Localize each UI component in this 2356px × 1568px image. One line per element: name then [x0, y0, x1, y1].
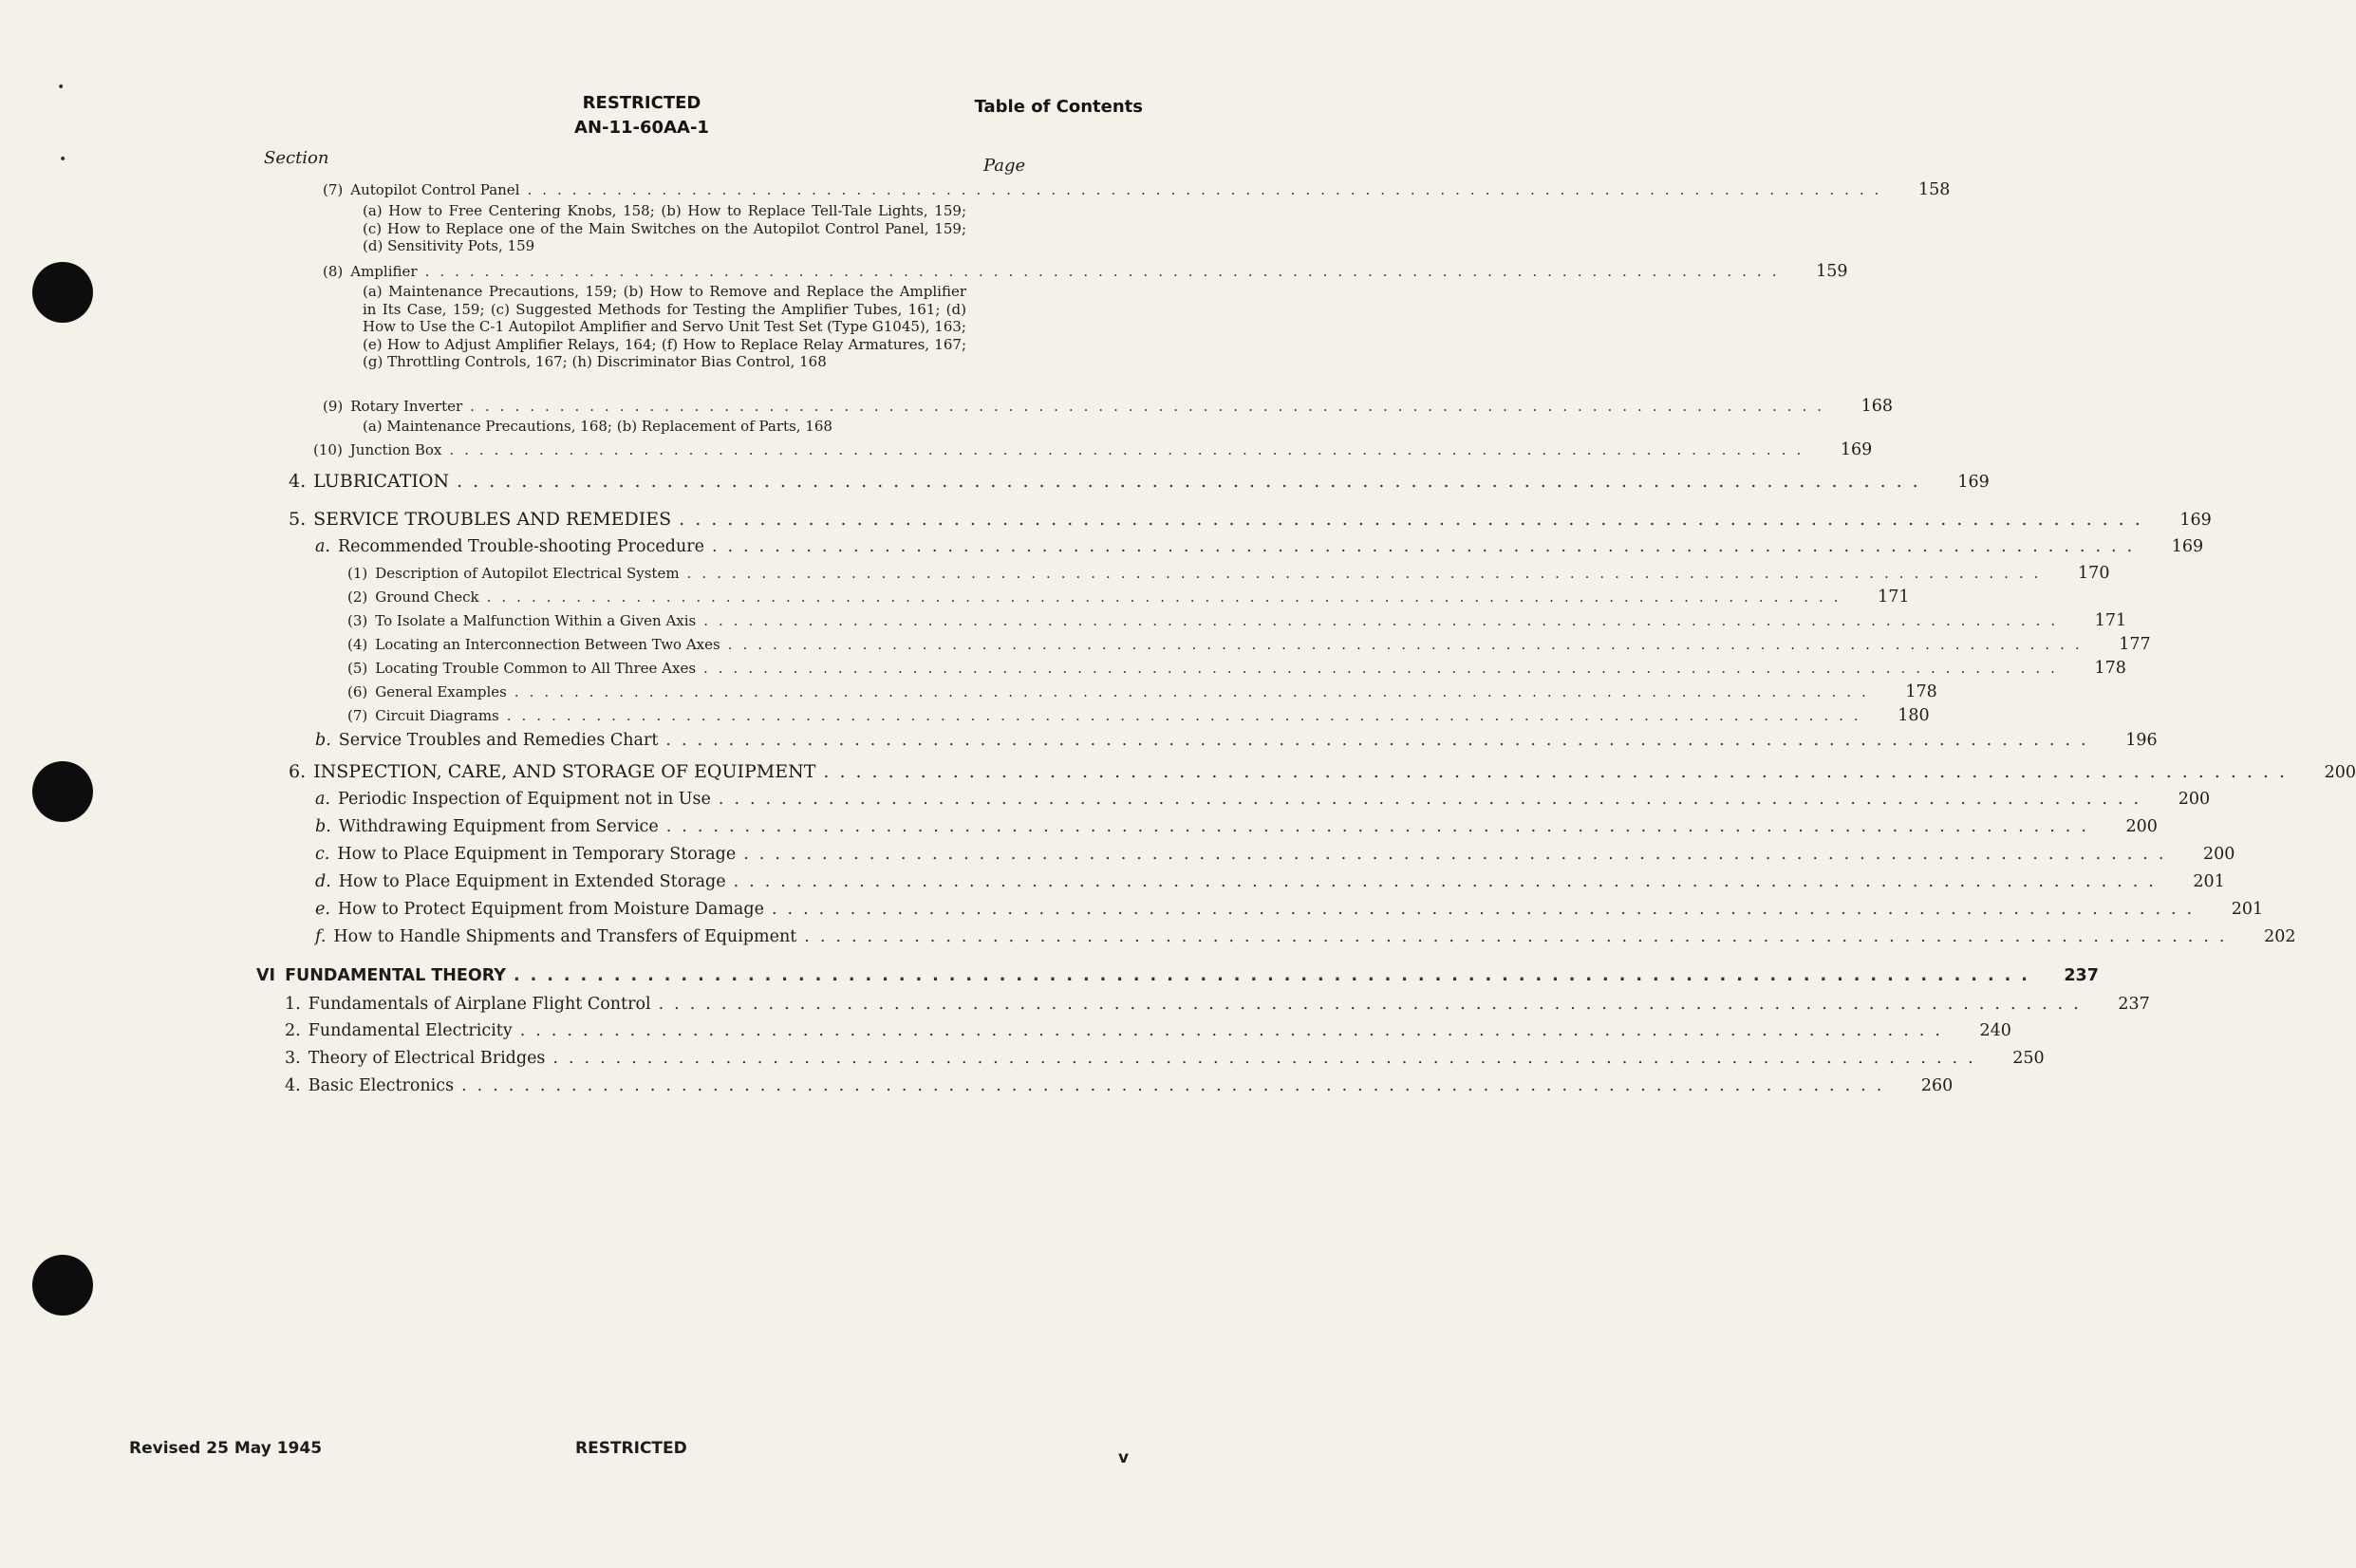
entry-number: (7) — [323, 181, 344, 198]
leader-dots: ........................................................................................... — [665, 817, 2097, 836]
entry-subtopics: (a) Maintenance Precautions, 159; (b) How to Remove and Replace the Amplifier in Its Case, 159; (c) Suggested Methods for Testing the Amplifier Tubes, 161; (d) How to Use the C-1 Autopilot Amplifier and Servo Unit Test Set (Type G1045), 163; (e) How to Adjust Amplifier Relays, 164; (f) How to Replace Relay Armatures, 167; (g) Throttling Controls, 167; (h) Discriminator Bias Control, 168 — [363, 283, 966, 370]
leader-dots: ........................................................................................... — [486, 588, 1849, 606]
toc-entry[interactable] — [323, 180, 1951, 199]
entry-number: (7) — [347, 707, 368, 724]
entry-number: 5. — [289, 509, 307, 530]
entry-subtopics: (a) Maintenance Precautions, 168; (b) Replacement of Parts, 168 — [363, 418, 832, 435]
toc-entry[interactable] — [285, 995, 2150, 1014]
toc-entry[interactable] — [289, 509, 2212, 530]
entry-title: Recommended Trouble-shooting Procedure — [338, 537, 704, 556]
leader-dots: ........................................................................................... — [727, 636, 2090, 653]
toc-entry[interactable] — [285, 1021, 2011, 1040]
entry-number: 4. — [289, 471, 307, 492]
entry-title: Autopilot Control Panel — [350, 181, 520, 198]
entry-page: 168 — [1860, 397, 1894, 416]
entry-page: 178 — [2094, 659, 2126, 678]
entry-number: (6) — [347, 683, 368, 700]
toc-entry[interactable] — [315, 927, 2296, 946]
section-page: 237 — [2064, 966, 2099, 985]
restricted-header: RESTRICTED — [582, 93, 701, 113]
entry-title: Basic Electronics — [308, 1076, 455, 1095]
entry-page: 171 — [2094, 611, 2127, 630]
table-of-contents-label: Table of Contents — [974, 97, 1143, 117]
entry-page: 202 — [2264, 927, 2296, 946]
entry-page: 169 — [2179, 511, 2212, 530]
entry-number: (4) — [347, 636, 368, 653]
leader-dots: ........................................................................................... — [718, 790, 2150, 809]
toc-entry[interactable] — [285, 1076, 1954, 1095]
entry-title: General Examples — [375, 683, 507, 700]
entry-title: Periodic Inspection of Equipment not in Use — [338, 790, 711, 809]
entry-page: 170 — [2078, 564, 2110, 583]
entry-page: 159 — [1816, 262, 1848, 281]
entry-title: How to Place Equipment in Extended Storage — [338, 872, 726, 891]
entry-title: Amplifier — [350, 263, 418, 280]
toc-entry[interactable] — [347, 564, 2110, 583]
entry-number: a. — [315, 537, 330, 556]
entry-number: 1. — [285, 995, 301, 1014]
toc-entry[interactable] — [315, 817, 2158, 836]
entry-title: Locating Trouble Common to All Three Axes — [375, 660, 697, 677]
toc-entry[interactable] — [315, 900, 2264, 919]
leader-dots: ........................................................................................... — [711, 537, 2143, 556]
entry-title: Service Troubles and Remedies Chart — [338, 731, 659, 750]
entry-title: How to Place Equipment in Temporary Storage — [337, 845, 737, 864]
entry-page: 200 — [2203, 845, 2235, 864]
entry-page: 169 — [2171, 537, 2204, 556]
leader-dots: ........................................................................................... — [703, 612, 2066, 629]
leader-dots: ........................................................................................... — [823, 761, 2296, 782]
entry-page: 169 — [1957, 473, 1990, 492]
entry-page: 180 — [1898, 706, 1930, 725]
entry-page: 201 — [2193, 872, 2225, 891]
entry-number: c. — [315, 845, 330, 864]
entry-number: 3. — [285, 1049, 301, 1068]
toc-entry[interactable] — [347, 635, 2151, 654]
entry-page: 196 — [2125, 731, 2158, 750]
leader-dots: ........................................................................................... — [686, 565, 2049, 582]
entry-title: Ground Check — [375, 588, 479, 606]
scan-speck: • — [57, 80, 65, 95]
page-number: v — [1118, 1448, 1130, 1467]
entry-number: (8) — [323, 263, 344, 280]
entry-number: e. — [315, 900, 330, 919]
leader-dots: ........................................................................................... — [514, 683, 1877, 700]
entry-title: Description of Autopilot Electrical System — [375, 565, 680, 582]
entry-title: SERVICE TROUBLES AND REMEDIES — [313, 509, 672, 530]
toc-entry[interactable] — [347, 611, 2127, 630]
toc-entry[interactable] — [323, 397, 1894, 416]
entry-number: (1) — [347, 565, 368, 582]
entry-page: 250 — [2012, 1049, 2045, 1068]
page-column-label: Page — [983, 156, 1026, 176]
entry-title: Locating an Interconnection Between Two Axes — [375, 636, 720, 653]
entry-title: To Isolate a Malfunction Within a Given Axis — [375, 612, 697, 629]
entry-title: Junction Box — [349, 441, 442, 458]
entry-number: b. — [315, 731, 331, 750]
leader-dots: ........................................................................................... — [743, 845, 2175, 864]
toc-entry[interactable] — [315, 790, 2211, 809]
section-column-label: Section — [264, 148, 329, 168]
leader-dots: ........................................................................................... — [703, 660, 2066, 677]
toc-entry[interactable] — [347, 588, 1910, 607]
entry-title: INSPECTION, CARE, AND STORAGE OF EQUIPMENT — [313, 761, 816, 782]
entry-number: (2) — [347, 588, 368, 606]
entry-number: b. — [315, 817, 331, 836]
leader-dots: ........................................................................................... — [424, 263, 1787, 280]
entry-number: a. — [315, 790, 330, 809]
toc-entry[interactable] — [323, 262, 1848, 281]
binder-hole-middle — [32, 761, 93, 822]
entry-page: 169 — [1840, 440, 1873, 459]
leader-dots: ........................................................................................... — [552, 1049, 1984, 1068]
entry-number: (10) — [313, 441, 343, 458]
binder-hole-top — [32, 262, 93, 323]
toc-entry[interactable] — [315, 845, 2235, 864]
entry-page: 200 — [2178, 790, 2211, 809]
toc-entry[interactable] — [289, 471, 1990, 492]
toc-entry[interactable] — [313, 440, 1873, 459]
leader-dots: ........................................................................................... — [513, 966, 2038, 985]
toc-entry[interactable] — [347, 682, 1937, 701]
leader-dots: ........................................................................................... — [519, 1021, 1951, 1040]
leader-dots: ........................................................................................... — [449, 441, 1812, 458]
entry-title: How to Handle Shipments and Transfers of Equipment — [333, 927, 797, 946]
entry-number: 2. — [285, 1021, 301, 1040]
toc-entry[interactable] — [315, 872, 2225, 891]
section-number: VI — [256, 966, 276, 985]
entry-title: Withdrawing Equipment from Service — [338, 817, 659, 836]
entry-title: Theory of Electrical Bridges — [308, 1049, 546, 1068]
entry-title: Circuit Diagrams — [375, 707, 499, 724]
toc-entry[interactable] — [315, 731, 2158, 750]
leader-dots: ........................................................................................... — [771, 900, 2203, 919]
entry-page: 201 — [2231, 900, 2264, 919]
entry-page: 200 — [2125, 817, 2158, 836]
entry-page: 178 — [1905, 682, 1937, 701]
entry-number: (3) — [347, 612, 368, 629]
entry-number: d. — [315, 872, 331, 891]
entry-title: Fundamental Electricity — [308, 1021, 513, 1040]
section-title: FUNDAMENTAL THEORY — [285, 966, 506, 985]
entry-title: How to Protect Equipment from Moisture Damage — [337, 900, 764, 919]
entry-subtopics: (a) How to Free Centering Knobs, 158; (b) How to Replace Tell-Tale Lights, 159; (c) How to Replace one of the Main Switches on the Autopilot Control Panel, 159; (d) Sensitivity Pots, 159 — [363, 202, 966, 254]
toc-entry[interactable] — [347, 706, 1930, 725]
leader-dots: ........................................................................................... — [506, 707, 1869, 724]
entry-page: 171 — [1878, 588, 1910, 607]
restricted-footer: RESTRICTED — [575, 1439, 687, 1458]
entry-page: 237 — [2118, 995, 2150, 1014]
toc-section-heading[interactable] — [256, 966, 2099, 985]
entry-title: LUBRICATION — [313, 471, 450, 492]
entry-number: (9) — [323, 398, 344, 415]
entry-number: 4. — [285, 1076, 301, 1095]
leader-dots: ........................................................................................... — [733, 872, 2164, 891]
toc-entry[interactable] — [315, 537, 2204, 556]
entry-page: 260 — [1920, 1076, 1954, 1095]
toc-entry[interactable] — [347, 659, 2126, 678]
binder-hole-bottom — [32, 1255, 93, 1316]
leader-dots: ........................................................................................... — [658, 995, 2089, 1014]
leader-dots: ........................................................................................... — [527, 181, 1890, 198]
entry-title: Rotary Inverter — [350, 398, 463, 415]
toc-entry[interactable] — [285, 1049, 2045, 1068]
leader-dots: ........................................................................................... — [457, 471, 1929, 492]
entry-title: Fundamentals of Airplane Flight Control — [308, 995, 651, 1014]
leader-dots: ........................................................................................... — [679, 509, 2151, 530]
scan-speck: • — [59, 152, 67, 167]
entry-page: 158 — [1918, 180, 1951, 199]
entry-page: 200 — [2324, 763, 2356, 782]
entry-number: 6. — [289, 761, 307, 782]
leader-dots: ........................................................................................... — [665, 731, 2097, 750]
entry-number: f. — [315, 927, 327, 946]
document-number: AN-11-60AA-1 — [574, 118, 709, 138]
revision-date: Revised 25 May 1945 — [129, 1439, 323, 1458]
leader-dots: ........................................................................................... — [461, 1076, 1893, 1095]
toc-entry[interactable] — [289, 761, 2356, 782]
leader-dots: ........................................................................................... — [470, 398, 1833, 415]
entry-page: 240 — [1979, 1021, 2011, 1040]
entry-number: (5) — [347, 660, 368, 677]
leader-dots: ........................................................................................... — [804, 927, 2235, 946]
entry-page: 177 — [2119, 635, 2151, 654]
